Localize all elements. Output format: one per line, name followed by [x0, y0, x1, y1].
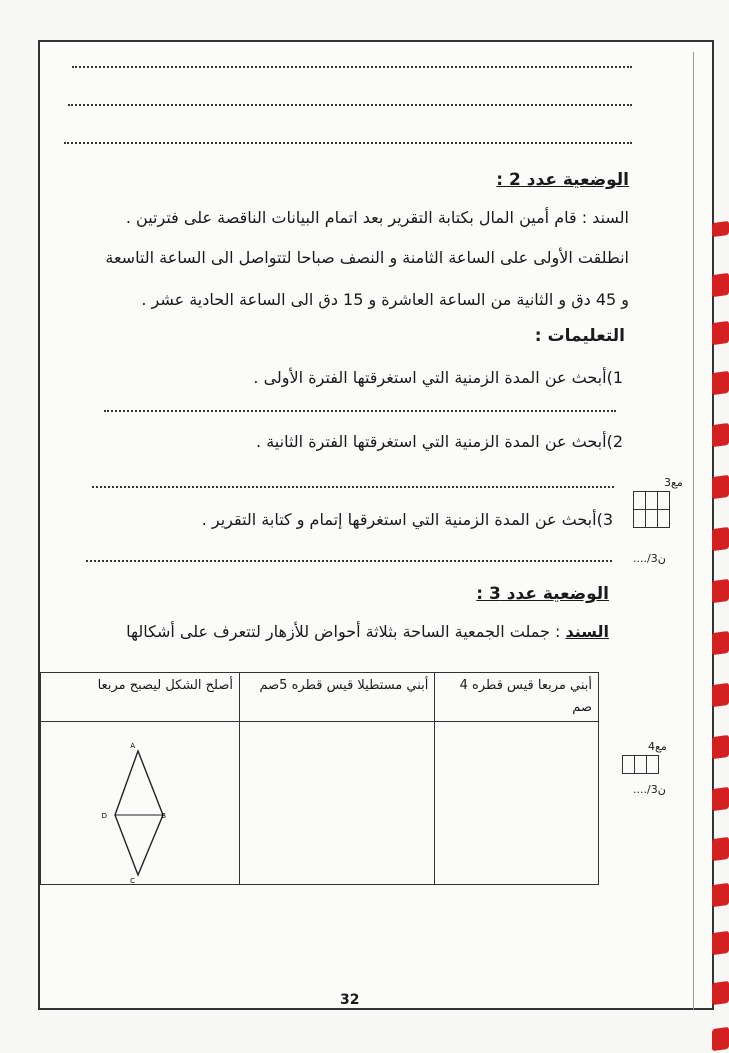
binding-mark	[712, 1027, 729, 1051]
section-2-title: الوضعية عدد 2 :	[496, 170, 629, 190]
support-label: السند	[565, 622, 609, 641]
binding-mark	[712, 683, 729, 707]
binding-mark	[712, 787, 729, 811]
vertex-c: C	[130, 877, 135, 883]
statement-line-2: انطلقت الأولى على الساعة الثامنة و النصف صباحا لتتواصل الى الساعة التاسعة	[105, 248, 629, 267]
binding-mark	[712, 631, 729, 655]
question-1: 1)أبحث عن المدة الزمنية التي استغرقتها الفترة الأولى .	[253, 368, 623, 387]
statement-line-1: السند : قام أمين المال بكتابة التقرير بعد اتمام البيانات الناقصة على فترتين .	[125, 208, 629, 227]
binding-mark	[712, 527, 729, 551]
answer-line	[86, 560, 612, 562]
binding-mark	[712, 321, 729, 345]
fix-shape-cell	[41, 722, 240, 885]
vertex-a: A	[130, 742, 135, 750]
binding-mark	[712, 883, 729, 907]
binding-mark	[712, 931, 729, 955]
criterion-4-label: مع4	[648, 740, 667, 753]
rhombus-figure	[42, 723, 238, 883]
criterion-3-label: مع3	[664, 476, 683, 489]
answer-line	[104, 410, 616, 412]
binding-mark	[712, 837, 729, 861]
answer-line	[68, 104, 632, 106]
binding-mark	[712, 475, 729, 499]
criterion-3-grid	[633, 491, 670, 528]
answer-line	[92, 486, 614, 488]
criterion-4-score: ..../3ن	[633, 783, 666, 796]
binding-mark	[712, 579, 729, 603]
square-answer-cell	[435, 722, 599, 885]
section-3-title: الوضعية عدد 3 :	[476, 584, 609, 604]
binding-mark	[712, 273, 729, 297]
binding-mark	[712, 371, 729, 395]
instructions-label: التعليمات :	[534, 326, 625, 346]
binding-mark	[712, 423, 729, 447]
page-number: 32	[340, 992, 360, 1008]
column-fix-shape-header: أصلح الشكل ليصبح مربعا	[41, 673, 240, 722]
criterion-3-score: ..../3ن	[633, 552, 666, 565]
answer-line	[64, 142, 632, 144]
support-text	[126, 622, 609, 641]
answer-line	[72, 66, 632, 68]
binding-mark	[712, 981, 729, 1005]
criterion-4-grid	[622, 755, 659, 774]
vertex-d: D	[101, 812, 107, 820]
rectangle-answer-cell	[240, 722, 435, 885]
grading-margin	[646, 52, 694, 1010]
question-2: 2)أبحث عن المدة الزمنية التي استغرقتها الفترة الثانية .	[256, 432, 623, 451]
binding-mark	[712, 735, 729, 759]
support-body: : جملت الجمعية الساحة بثلاثة أحواض للأزهار لتتعرف على أشكالها	[126, 622, 561, 641]
question-3: 3)أبحث عن المدة الزمنية التي استغرقها إتمام و كتابة التقرير .	[201, 510, 613, 529]
binding-mark	[712, 221, 729, 237]
statement-line-3: و 45 دق و الثانية من الساعة العاشرة و 15 دق الى الساعة الحادية عشر .	[141, 290, 629, 309]
column-rectangle-header: أبني مستطيلا قيس قطره 5صم	[240, 673, 435, 722]
vertex-b: B	[161, 812, 166, 820]
column-square-header: أبني مربعا قيس قطره 4 صم	[435, 673, 599, 722]
construction-table	[40, 672, 599, 885]
